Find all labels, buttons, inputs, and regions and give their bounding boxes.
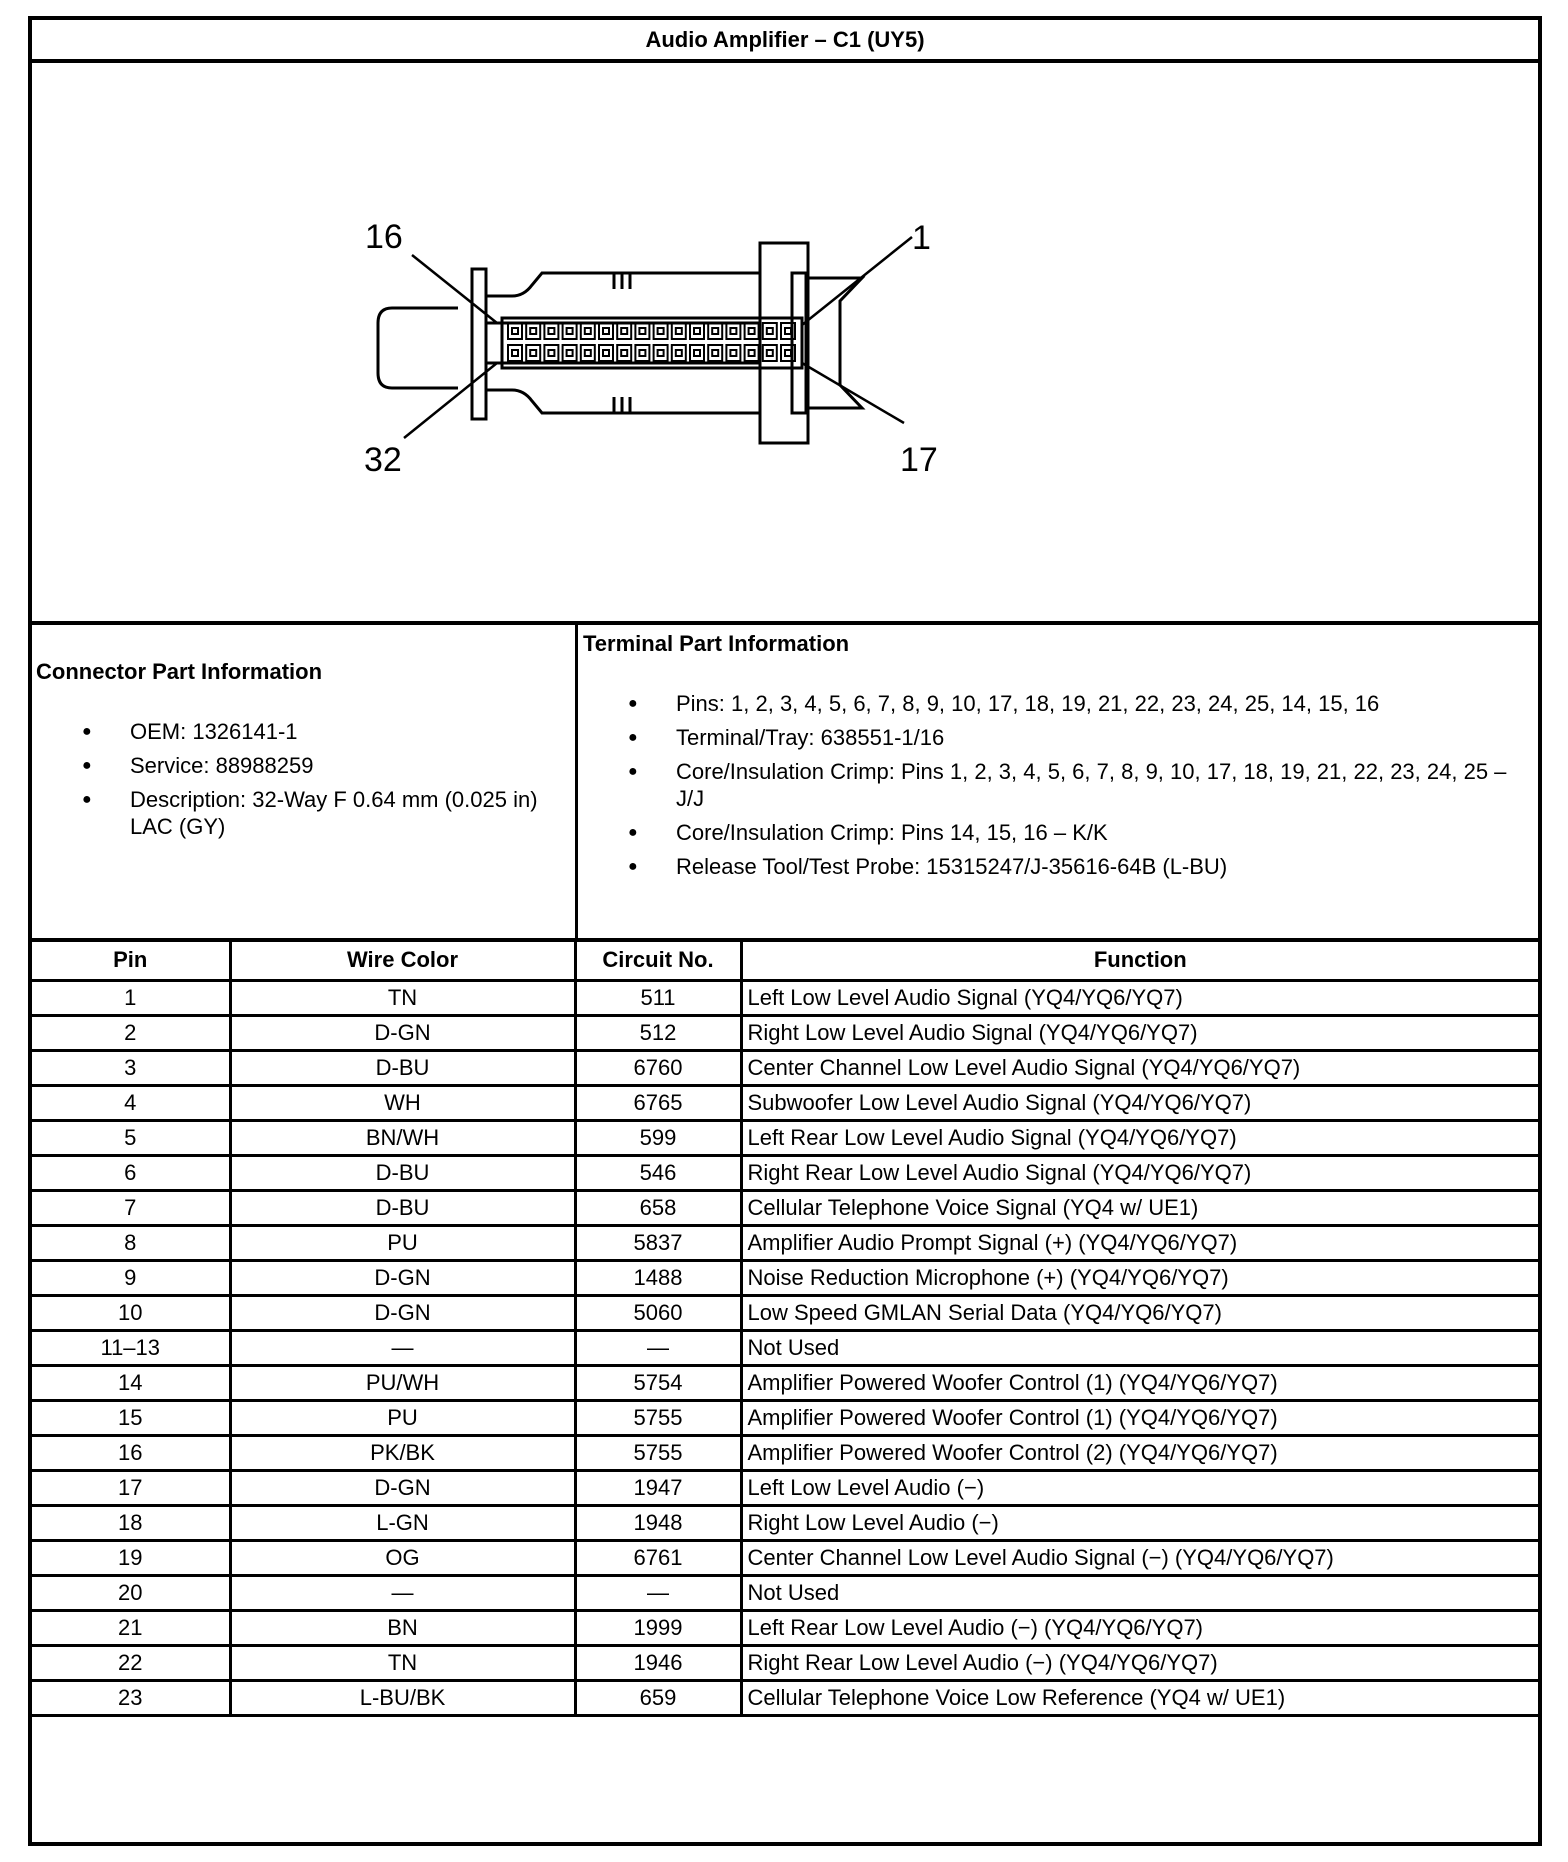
pin-cell: 15 xyxy=(32,1400,230,1435)
function-cell: Left Low Level Audio (−) xyxy=(741,1470,1538,1505)
pin-contact xyxy=(567,328,573,334)
connector-sheet xyxy=(28,16,1542,1846)
circuit-cell: 1948 xyxy=(575,1505,741,1540)
circuit-cell: — xyxy=(575,1330,741,1365)
pin-cavity xyxy=(708,323,722,339)
list-item: ● Release Tool/Test Probe: 15315247/J-35616-64B (L-BU) xyxy=(578,853,1528,880)
pin-cavity xyxy=(526,323,540,339)
wire-color-cell: OG xyxy=(230,1540,575,1575)
connector-part-info xyxy=(32,625,578,938)
pin-cell: 17 xyxy=(32,1470,230,1505)
table-row xyxy=(32,1575,1538,1610)
function-cell: Cellular Telephone Voice Signal (YQ4 w/ UE1) xyxy=(741,1190,1538,1225)
pin-contact xyxy=(694,350,700,356)
pin-cell: 19 xyxy=(32,1540,230,1575)
function-cell: Subwoofer Low Level Audio Signal (YQ4/YQ6/YQ7) xyxy=(741,1085,1538,1120)
table-row xyxy=(32,1225,1538,1260)
table-row xyxy=(32,1680,1538,1715)
list-item: ● Pins: 1, 2, 3, 4, 5, 6, 7, 8, 9, 10, 17, 18, 19, 21, 22, 23, 24, 25, 14, 15, 16 xyxy=(578,690,1528,717)
wire-color-cell: BN/WH xyxy=(230,1120,575,1155)
wire-color-cell: — xyxy=(230,1330,575,1365)
table-row xyxy=(32,1050,1538,1085)
circuit-cell: 1488 xyxy=(575,1260,741,1295)
table-row xyxy=(32,1400,1538,1435)
pin-cavity xyxy=(726,323,740,339)
table-header-row xyxy=(32,942,1538,980)
pin-cell: 16 xyxy=(32,1435,230,1470)
pin-contact xyxy=(530,350,536,356)
function-cell: Right Low Level Audio Signal (YQ4/YQ6/YQ7) xyxy=(741,1015,1538,1050)
pin-contact xyxy=(658,328,664,334)
pin-cell: 6 xyxy=(32,1155,230,1190)
pin-contact xyxy=(567,350,573,356)
list-item: ● OEM: 1326141-1 xyxy=(32,718,572,745)
pin-cavity xyxy=(563,323,577,339)
table-row xyxy=(32,1330,1538,1365)
wire-color-cell: D-BU xyxy=(230,1050,575,1085)
table-row xyxy=(32,1120,1538,1155)
pin-cell: 8 xyxy=(32,1225,230,1260)
circuit-cell: 5837 xyxy=(575,1225,741,1260)
circuit-cell: 5060 xyxy=(575,1295,741,1330)
connector-info-list xyxy=(32,718,572,847)
function-cell: Left Rear Low Level Audio Signal (YQ4/YQ6/YQ7) xyxy=(741,1120,1538,1155)
pin-cell: 5 xyxy=(32,1120,230,1155)
list-item: ● Description: 32-Way F 0.64 mm (0.025 in) LAC (GY) xyxy=(32,786,572,840)
pin-cavity xyxy=(617,323,631,339)
pin-contact xyxy=(603,328,609,334)
pin-cavity xyxy=(508,345,522,361)
pin-cell: 3 xyxy=(32,1050,230,1085)
wire-color-cell: L-BU/BK xyxy=(230,1680,575,1715)
circuit-cell: 5755 xyxy=(575,1400,741,1435)
function-cell: Amplifier Powered Woofer Control (2) (YQ4/YQ6/YQ7) xyxy=(741,1435,1538,1470)
pin-contact xyxy=(621,350,627,356)
circuit-cell: 1947 xyxy=(575,1470,741,1505)
function-cell: Not Used xyxy=(741,1330,1538,1365)
pin-cell: 2 xyxy=(32,1015,230,1050)
pin-contact xyxy=(785,328,791,334)
wire-color-cell: D-BU xyxy=(230,1155,575,1190)
pin-cavity xyxy=(745,323,759,339)
circuit-cell: 6765 xyxy=(575,1085,741,1120)
pin-label-1: 1 xyxy=(912,219,931,257)
pin-contact xyxy=(767,350,773,356)
wire-color-cell: — xyxy=(230,1575,575,1610)
wire-color-cell: TN xyxy=(230,980,575,1015)
pin-contact xyxy=(512,328,518,334)
pin-contact xyxy=(639,328,645,334)
wire-color-cell: TN xyxy=(230,1645,575,1680)
pin-cell: 1 xyxy=(32,980,230,1015)
pin-table xyxy=(32,942,1538,1717)
circuit-cell: 511 xyxy=(575,980,741,1015)
function-cell: Left Rear Low Level Audio (−) (YQ4/YQ6/YQ7) xyxy=(741,1610,1538,1645)
terminal-info-heading: Terminal Part Information xyxy=(583,631,850,656)
pin-contact xyxy=(639,350,645,356)
function-cell: Cellular Telephone Voice Low Reference (YQ4 w/ UE1) xyxy=(741,1680,1538,1715)
connector-diagram xyxy=(32,63,1538,625)
pin-cell: 21 xyxy=(32,1610,230,1645)
pin-cavity xyxy=(563,345,577,361)
pin-contact xyxy=(603,350,609,356)
pin-cavity xyxy=(672,345,686,361)
list-item: ● Service: 88988259 xyxy=(32,752,572,779)
pin-contact xyxy=(749,328,755,334)
header-function: Function xyxy=(741,942,1538,980)
table-row xyxy=(32,1260,1538,1295)
function-cell: Left Low Level Audio Signal (YQ4/YQ6/YQ7) xyxy=(741,980,1538,1015)
list-item: ● Core/Insulation Crimp: Pins 14, 15, 16 – K/K xyxy=(578,819,1528,846)
pin-cavity xyxy=(763,323,777,339)
pin-contact xyxy=(712,350,718,356)
function-cell: Center Channel Low Level Audio Signal (−) (YQ4/YQ6/YQ7) xyxy=(741,1540,1538,1575)
function-cell: Center Channel Low Level Audio Signal (YQ4/YQ6/YQ7) xyxy=(741,1050,1538,1085)
pin-cavity xyxy=(672,323,686,339)
wire-color-cell: D-GN xyxy=(230,1470,575,1505)
pin-label-16: 16 xyxy=(365,218,403,256)
pin-cavity xyxy=(654,323,668,339)
pin-contact xyxy=(512,350,518,356)
wire-color-cell: D-GN xyxy=(230,1260,575,1295)
pin-contact xyxy=(658,350,664,356)
circuit-cell: 512 xyxy=(575,1015,741,1050)
pin-cavities xyxy=(508,323,795,361)
pin-contact xyxy=(585,328,591,334)
table-row xyxy=(32,1505,1538,1540)
circuit-cell: 1946 xyxy=(575,1645,741,1680)
pin-cavity xyxy=(581,323,595,339)
pin-cell: 18 xyxy=(32,1505,230,1540)
function-cell: Amplifier Powered Woofer Control (1) (YQ4/YQ6/YQ7) xyxy=(741,1400,1538,1435)
pin-cavity xyxy=(599,323,613,339)
circuit-cell: 5754 xyxy=(575,1365,741,1400)
circuit-cell: 1999 xyxy=(575,1610,741,1645)
pin-cavity xyxy=(726,345,740,361)
wire-color-cell: D-BU xyxy=(230,1190,575,1225)
pin-cell: 7 xyxy=(32,1190,230,1225)
pin-contact xyxy=(548,350,554,356)
table-row xyxy=(32,1365,1538,1400)
pin-contact xyxy=(785,350,791,356)
table-row xyxy=(32,1085,1538,1120)
wire-color-cell: PU xyxy=(230,1225,575,1260)
table-row xyxy=(32,1190,1538,1225)
table-row xyxy=(32,1470,1538,1505)
pin-cell: 4 xyxy=(32,1085,230,1120)
circuit-cell: 546 xyxy=(575,1155,741,1190)
wire-color-cell: PK/BK xyxy=(230,1435,575,1470)
pin-cavity xyxy=(526,345,540,361)
pin-cavity xyxy=(581,345,595,361)
function-cell: Right Rear Low Level Audio (−) (YQ4/YQ6/YQ7) xyxy=(741,1645,1538,1680)
pin-cavity xyxy=(635,345,649,361)
pin-cavity xyxy=(708,345,722,361)
pin-cavity xyxy=(745,345,759,361)
header-circuit-no: Circuit No. xyxy=(575,942,741,980)
pin-contact xyxy=(767,328,773,334)
pin-contact xyxy=(694,328,700,334)
wire-color-cell: BN xyxy=(230,1610,575,1645)
table-row xyxy=(32,1610,1538,1645)
function-cell: Amplifier Powered Woofer Control (1) (YQ4/YQ6/YQ7) xyxy=(741,1365,1538,1400)
pin-contact xyxy=(530,328,536,334)
wire-color-cell: D-GN xyxy=(230,1295,575,1330)
function-cell: Right Rear Low Level Audio Signal (YQ4/YQ6/YQ7) xyxy=(741,1155,1538,1190)
connector-info-heading: Connector Part Information xyxy=(36,659,323,684)
header-pin: Pin xyxy=(32,942,230,980)
pin-contact xyxy=(676,350,682,356)
wire-color-cell: PU xyxy=(230,1400,575,1435)
terminal-info-list xyxy=(578,690,1528,887)
wire-color-cell: L-GN xyxy=(230,1505,575,1540)
table-row xyxy=(32,1435,1538,1470)
pin-cavity xyxy=(690,323,704,339)
list-item: ● Terminal/Tray: 638551-1/16 xyxy=(578,724,1528,751)
pin-cavity xyxy=(617,345,631,361)
function-cell: Amplifier Audio Prompt Signal (+) (YQ4/YQ6/YQ7) xyxy=(741,1225,1538,1260)
pin-contact xyxy=(585,350,591,356)
circuit-cell: 658 xyxy=(575,1190,741,1225)
function-cell: Not Used xyxy=(741,1575,1538,1610)
pin-cell: 20 xyxy=(32,1575,230,1610)
header-wire-color: Wire Color xyxy=(230,942,575,980)
circuit-cell: 5755 xyxy=(575,1435,741,1470)
pin-contact xyxy=(621,328,627,334)
function-cell: Low Speed GMLAN Serial Data (YQ4/YQ6/YQ7) xyxy=(741,1295,1538,1330)
table-row xyxy=(32,1015,1538,1050)
function-cell: Noise Reduction Microphone (+) (YQ4/YQ6/YQ7) xyxy=(741,1260,1538,1295)
pin-cell: 9 xyxy=(32,1260,230,1295)
circuit-cell: 6760 xyxy=(575,1050,741,1085)
pin-contact xyxy=(749,350,755,356)
table-row xyxy=(32,1540,1538,1575)
circuit-cell: 6761 xyxy=(575,1540,741,1575)
table-row xyxy=(32,1645,1538,1680)
part-info-section xyxy=(32,625,1538,942)
pin-cavity xyxy=(635,323,649,339)
pin-cavity xyxy=(544,345,558,361)
pin-cavity xyxy=(544,323,558,339)
pin-label-17: 17 xyxy=(900,441,938,479)
list-item: ● Core/Insulation Crimp: Pins 1, 2, 3, 4, 5, 6, 7, 8, 9, 10, 17, 18, 19, 21, 22, 23, 24, 25 – J/J xyxy=(578,758,1528,812)
pin-contact xyxy=(730,350,736,356)
pin-cell: 11–13 xyxy=(32,1330,230,1365)
table-row xyxy=(32,1155,1538,1190)
pin-cell: 22 xyxy=(32,1645,230,1680)
circuit-cell: — xyxy=(575,1575,741,1610)
wire-color-cell: WH xyxy=(230,1085,575,1120)
pin-cavity xyxy=(654,345,668,361)
pin-cavity xyxy=(763,345,777,361)
wire-color-cell: D-GN xyxy=(230,1015,575,1050)
pin-cell: 14 xyxy=(32,1365,230,1400)
pin-contact xyxy=(548,328,554,334)
pin-cell: 23 xyxy=(32,1680,230,1715)
pin-cell: 10 xyxy=(32,1295,230,1330)
terminal-part-info xyxy=(578,625,1538,938)
pin-contact xyxy=(712,328,718,334)
pin-label-32: 32 xyxy=(364,441,402,479)
pin-contact xyxy=(730,328,736,334)
pin-contact xyxy=(676,328,682,334)
connector-drawing xyxy=(32,63,1538,621)
circuit-cell: 599 xyxy=(575,1120,741,1155)
function-cell: Right Low Level Audio (−) xyxy=(741,1505,1538,1540)
page-title: Audio Amplifier – C1 (UY5) xyxy=(32,20,1538,63)
pin-cavity xyxy=(690,345,704,361)
table-row xyxy=(32,1295,1538,1330)
pin-cavity xyxy=(508,323,522,339)
pin-cavity xyxy=(599,345,613,361)
circuit-cell: 659 xyxy=(575,1680,741,1715)
table-row xyxy=(32,980,1538,1015)
wire-color-cell: PU/WH xyxy=(230,1365,575,1400)
